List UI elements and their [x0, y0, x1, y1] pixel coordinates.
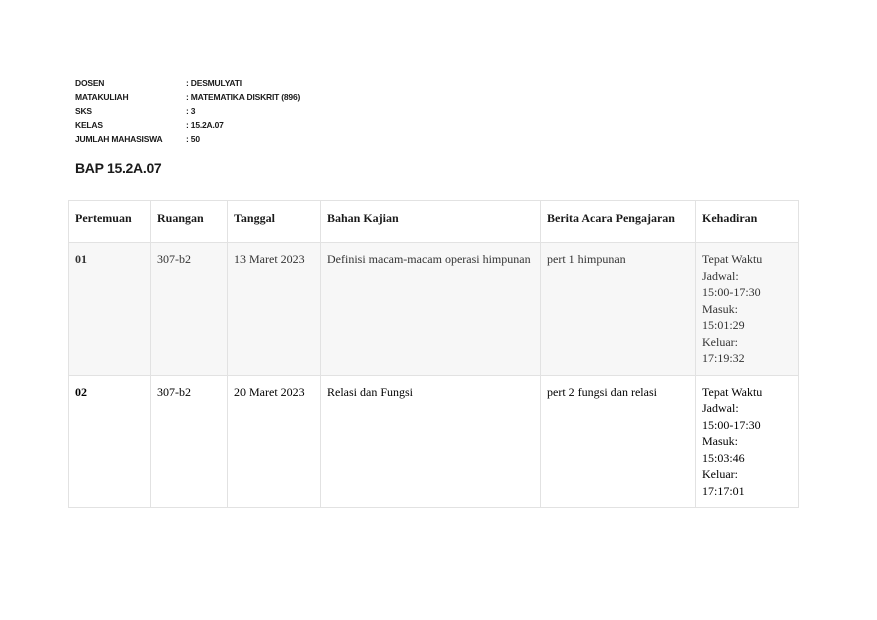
presence-schedule-value: 15:00-17:30 — [702, 285, 761, 299]
info-value: : MATEMATIKA DISKRIT (896) — [186, 92, 301, 102]
header-ruangan: Ruangan — [151, 201, 228, 243]
info-row-jumlah-mahasiswa — [75, 132, 300, 146]
bap-table — [68, 200, 799, 508]
cell-ruangan: 307-b2 — [151, 375, 228, 508]
cell-ruangan: 307-b2 — [151, 243, 228, 376]
presence-out-label: Keluar: — [702, 467, 738, 481]
info-row-kelas — [75, 118, 300, 132]
presence-in-label: Masuk: — [702, 434, 738, 448]
info-label: KELAS — [75, 120, 103, 130]
cell-pertemuan: 02 — [69, 375, 151, 508]
header-tanggal: Tanggal — [228, 201, 321, 243]
table-row — [69, 375, 799, 508]
presence-out-value: 17:17:01 — [702, 483, 745, 498]
presence-status: Tepat Waktu — [702, 384, 763, 399]
header-pertemuan: Pertemuan — [69, 201, 151, 243]
info-value: : 3 — [186, 106, 196, 116]
info-label: DOSEN — [75, 78, 105, 88]
presence-in-value: 15:01:29 — [702, 318, 745, 332]
table-header-row — [69, 201, 799, 243]
cell-tanggal: 20 Maret 2023 — [228, 375, 321, 508]
info-label: SKS — [75, 106, 92, 116]
presence-status: Tepat Waktu — [702, 252, 763, 266]
cell-pertemuan: 01 — [69, 243, 151, 376]
info-value: : DESMULYATI — [186, 78, 242, 88]
presence-schedule-value: 15:00-17:30 — [702, 417, 761, 432]
cell-berita-acara: pert 1 himpunan — [541, 243, 696, 376]
header-bahan-kajian: Bahan Kajian — [321, 201, 541, 243]
course-info — [75, 76, 300, 146]
page-title: BAP 15.2A.07 — [75, 160, 162, 176]
presence-out-label: Keluar: — [702, 334, 738, 349]
table-row — [69, 243, 799, 376]
presence-in-label: Masuk: — [702, 301, 738, 316]
cell-kehadiran — [696, 375, 799, 508]
header-kehadiran: Kehadiran — [696, 201, 799, 243]
presence-out-value: 17:19:32 — [702, 351, 745, 365]
presence-schedule-label: Jadwal: — [702, 401, 739, 415]
presence-in-value: 15:03:46 — [702, 450, 745, 465]
presence-schedule-label: Jadwal: — [702, 268, 739, 283]
info-value: : 50 — [186, 134, 200, 144]
cell-kehadiran — [696, 243, 799, 376]
info-row-matakuliah — [75, 90, 300, 104]
info-label: MATAKULIAH — [75, 92, 129, 102]
cell-bahan-kajian: Relasi dan Fungsi — [321, 375, 541, 508]
info-row-sks — [75, 104, 300, 118]
header-berita-acara: Berita Acara Pengajaran — [541, 201, 696, 243]
cell-tanggal: 13 Maret 2023 — [228, 243, 321, 376]
cell-berita-acara: pert 2 fungsi dan relasi — [541, 375, 696, 508]
info-row-dosen — [75, 76, 300, 90]
info-label: JUMLAH MAHASISWA — [75, 134, 163, 144]
cell-bahan-kajian: Definisi macam-macam operasi himpunan — [321, 243, 541, 376]
info-value: : 15.2A.07 — [186, 120, 224, 130]
